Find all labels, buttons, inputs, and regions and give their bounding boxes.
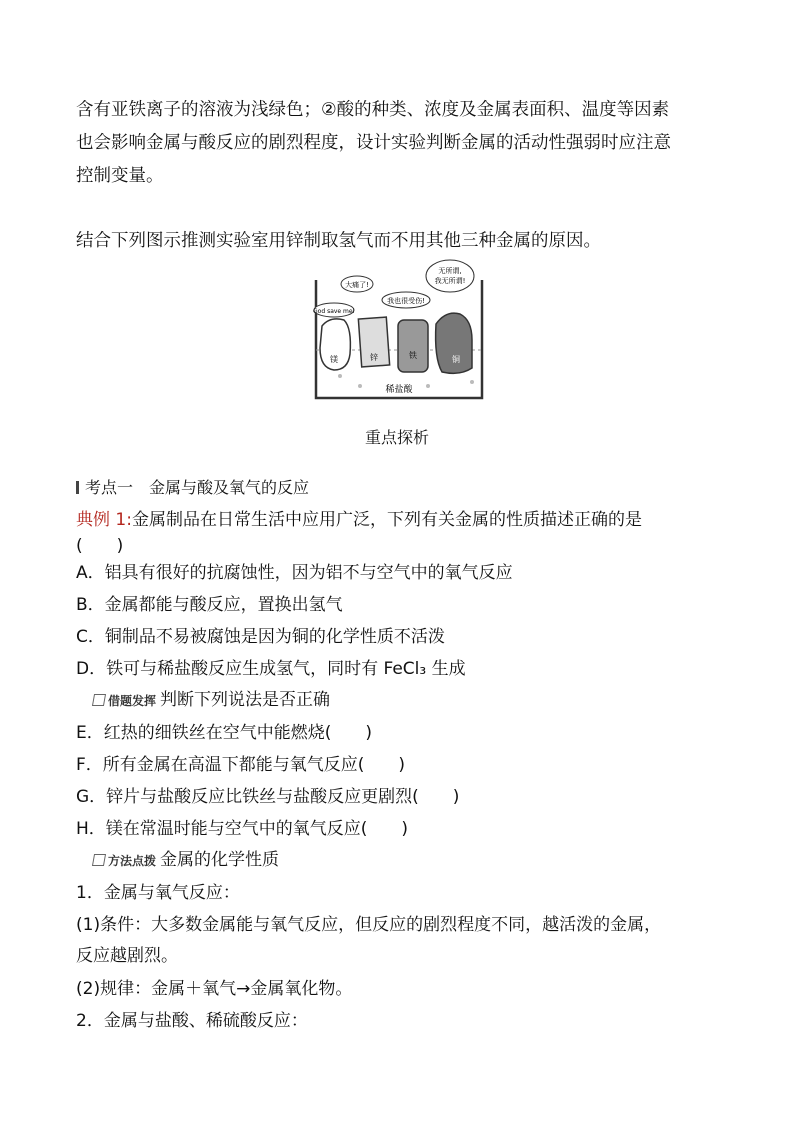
extend-icon [92,694,106,706]
method-line-5: 2．金属与盐酸、稀硫酸反应： [76,1011,308,1031]
example-stem [76,510,642,530]
intro-line-1: 含有亚铁离子的溶液为浅绿色；②酸的种类、浓度及金属表面积、温度等因素 [76,100,670,120]
section-marker-icon [76,481,79,494]
judge-item-h: H．镁在常温时能与空气中的氧气反应( ) [76,819,409,839]
example-question: 金属制品在日常生活中应用广泛，下列有关金属的性质描述正确的是 [131,510,642,530]
method-tag: 方法点拨 [108,854,157,868]
method-header [93,850,279,871]
section-heading [76,478,309,498]
judge-item-f: F．所有金属在高温下都能与氧气反应( ) [76,755,406,775]
example-blank: ( ) [76,536,124,556]
liquid-label: 稀盐酸 [385,385,413,395]
option-b: B．金属都能与酸反应，置换出氢气 [76,595,343,615]
metal-fe: 铁 [409,351,417,360]
extend-header [93,690,330,711]
method-icon [92,854,106,866]
extend-tag: 借题发挥 [108,694,157,708]
option-d: D．铁可与稀盐酸反应生成氢气，同时有 FeCl₃ 生成 [76,659,466,679]
bubble-whatever-1: 无所谓, [438,267,462,275]
option-c: C．铜制品不易被腐蚀是因为铜的化学性质不活泼 [76,627,445,647]
option-a: A．铝具有很好的抗腐蚀性，因为铝不与空气中的氧气反应 [76,563,513,583]
example-label: 典例 1: [76,510,132,530]
metal-reaction-illustration [310,258,488,400]
method-line-3: 反应越剧烈。 [76,946,178,966]
figure-prompt: 结合下列图示推测实验室用锌制取氢气而不用其他三种金属的原因。 [76,231,601,251]
intro-line-2: 也会影响金属与酸反应的剧烈程度，设计实验判断金属的活动性强弱时应注意 [76,133,671,153]
method-line-1: 1．金属与氧气反应： [76,883,240,903]
method-line-4: (2)规律：金属＋氧气→金属氧化物。 [76,979,353,999]
metal-mg: 镁 [330,355,338,364]
extend-text: 判断下列说法是否正确 [160,690,331,710]
section-title: 考点一 金属与酸及氧气的反应 [85,478,310,497]
bubble-hurt: 我也很受伤! [387,297,425,305]
bubble-god: God save me! [313,308,355,315]
judge-item-g: G．锌片与盐酸反应比铁丝与盐酸反应更剧烈( ) [76,787,460,807]
method-text: 金属的化学性质 [160,850,280,870]
bubble-whatever-2: 我无所谓! [434,277,466,285]
metal-zn: 锌 [370,353,378,362]
method-line-2: (1)条件：大多数金属能与氧气反应，但反应的剧烈程度不同，越活泼的金属， [76,915,662,935]
section-caption: 重点探析 [364,428,429,447]
bubble-pain: 大痛了! [345,281,369,289]
judge-item-e: E．红热的细铁丝在空气中能燃烧( ) [76,723,373,743]
intro-line-3: 控制变量。 [76,166,164,186]
metal-cu: 铜 [452,355,460,364]
